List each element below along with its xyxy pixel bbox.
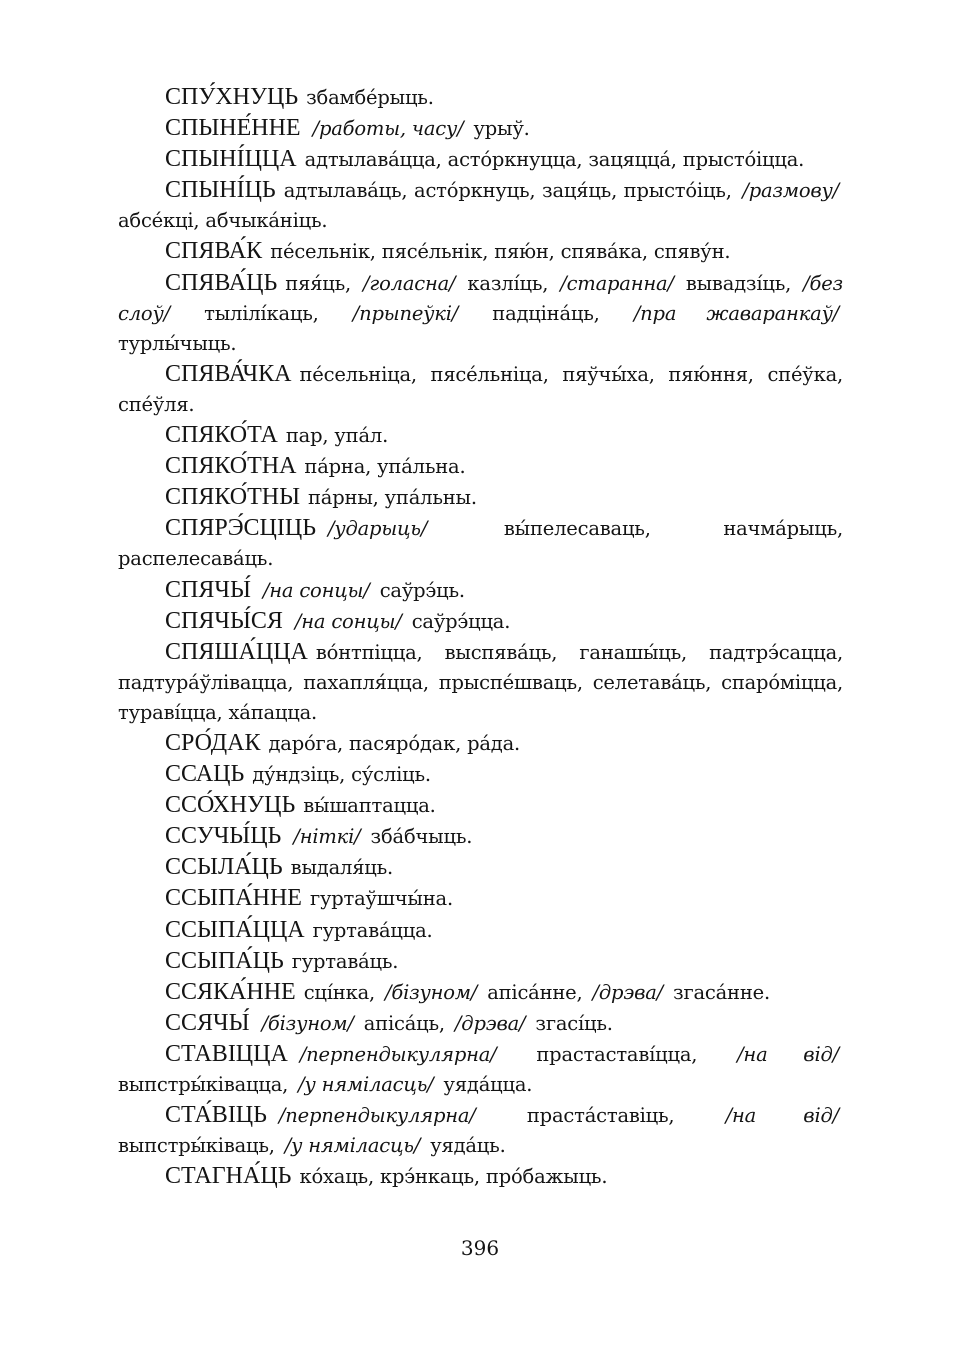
entry-headword: СПЯША́ЦЦА xyxy=(165,638,308,665)
entry-synonyms: вы́пелесаваць, начма́рыць, распелесава́ць. xyxy=(118,517,843,571)
entry-synonyms: адтылава́цца, асто́ркнуцца, зацяцца́, прысто́іцца. xyxy=(304,148,805,172)
dictionary-entry xyxy=(118,451,843,482)
dictionary-entry xyxy=(118,946,843,977)
dictionary-entry xyxy=(118,790,843,821)
entry-headword: СТА́ВІЦЬ xyxy=(165,1102,267,1129)
dictionary-entry xyxy=(118,359,843,420)
entry-usage-gloss: /бізуном/ xyxy=(261,1011,354,1035)
entry-headword: ССО́ХНУЦЬ xyxy=(165,792,296,819)
dictionary-entry xyxy=(118,113,843,144)
dictionary-entry xyxy=(118,513,843,574)
entry-usage-gloss: /пра жаваранкаў/ xyxy=(633,301,840,325)
entry-headword: ССАЦЬ xyxy=(165,761,245,788)
dictionary-entry xyxy=(118,1039,843,1100)
entry-headword: СПЫНІ́ЦЬ xyxy=(165,177,276,204)
entry-headword: СТАВІЦЦА xyxy=(165,1040,288,1067)
entry-usage-gloss: /перпендыкулярна/ xyxy=(278,1104,476,1128)
entry-synonyms: пе́сельніца, пясе́льніца, пяўчы́ха, пяю́ння, спе́ўка, спе́ўля. xyxy=(118,362,843,416)
entry-synonyms: апіса́ць, xyxy=(363,1011,445,1035)
entry-usage-gloss: /на сонцы/ xyxy=(262,578,370,602)
entry-headword: ССЫЛА́ЦЬ xyxy=(165,854,283,881)
entry-headword: СПЯКО́ТНЫ xyxy=(165,484,301,511)
entry-headword: СПЯВА́ЧКА xyxy=(165,360,292,387)
entry-headword: СПЯВА́ЦЬ xyxy=(165,269,278,296)
entry-synonyms: уяда́цца. xyxy=(443,1073,533,1096)
entry-usage-gloss: /перпендыкулярна/ xyxy=(299,1042,497,1066)
entry-synonyms: выдаля́ць. xyxy=(290,856,394,880)
entry-synonyms: вывадзі́ць, xyxy=(685,271,792,295)
entry-usage-gloss: /дрэва/ xyxy=(592,980,664,1004)
dictionary-entry xyxy=(118,1008,843,1039)
entry-usage-gloss: /старанна/ xyxy=(560,271,674,295)
entry-synonyms: во́нтпіцца, выспява́ць, ганашы́ць, падтрэ́сацца, падтура́ўлівацца, пахапля́цца, прыспе́шваць, селетава́ць, спаро́міцца, тураві́цца, ха́пацца. xyxy=(118,640,843,724)
entry-synonyms: збамбе́рыць. xyxy=(306,86,434,109)
entry-headword: СРО́ДАК xyxy=(165,729,261,756)
entry-usage-gloss: /ніткі/ xyxy=(293,825,361,849)
dictionary-entry xyxy=(118,236,843,267)
dictionary-entry xyxy=(118,1100,843,1161)
entry-synonyms: згаса́нне. xyxy=(673,980,770,1004)
entry-synonyms: турлы́чыць. xyxy=(118,331,237,355)
entry-synonyms: гуртаўшчы́на. xyxy=(309,887,453,911)
entry-headword: СТАГНА́ЦЬ xyxy=(165,1163,292,1190)
entry-headword: ССЫПА́ЦЦА xyxy=(165,916,305,943)
dictionary-entry xyxy=(118,82,843,113)
entry-usage-gloss: /работы, часу/ xyxy=(312,117,464,141)
entry-synonyms: па́рны, упа́льны. xyxy=(308,486,477,510)
dictionary-entry xyxy=(118,728,843,759)
entry-synonyms: вы́шаптацца. xyxy=(303,794,436,818)
entry-synonyms: па́рна, упа́льна. xyxy=(304,455,466,479)
entry-synonyms: уяда́ць. xyxy=(430,1134,506,1158)
entry-usage-gloss: /прыпеўкі/ xyxy=(352,301,459,325)
dictionary-entry xyxy=(118,606,843,637)
entry-headword: ССЯЧЫ́ xyxy=(165,1009,250,1036)
entry-headword: ССЫПА́ННЕ xyxy=(165,885,302,912)
entry-synonyms: саўрэ́цца. xyxy=(411,609,511,633)
entry-usage-gloss: /у няміласць/ xyxy=(284,1134,421,1158)
entry-usage-gloss: /голасна/ xyxy=(363,271,456,295)
entry-synonyms: прастаставі́цца, xyxy=(536,1042,698,1066)
dictionary-entry xyxy=(118,883,843,914)
entry-synonyms: пяя́ць, xyxy=(285,271,352,295)
entry-synonyms: апіса́нне, xyxy=(487,980,583,1004)
dictionary-entry xyxy=(118,420,843,451)
entry-headword: СПЯЧЫ́СЯ xyxy=(165,607,283,634)
dictionary-entry xyxy=(118,144,843,175)
dictionary-entry xyxy=(118,915,843,946)
entry-usage-gloss: /у няміласць/ xyxy=(298,1073,434,1096)
entry-headword: СПЫНІ́ЦЦА xyxy=(165,146,297,173)
entry-synonyms: даро́га, пасяро́дак, ра́да. xyxy=(268,731,521,755)
dictionary-entry xyxy=(118,637,843,728)
entry-synonyms: ду́ндзіць, су́сліць. xyxy=(252,763,431,787)
entry-headword: СПЯВА́К xyxy=(165,238,263,265)
entry-headword: СПЯКО́ТНА xyxy=(165,453,297,480)
entry-synonyms: праста́ставіць, xyxy=(526,1104,675,1128)
entry-synonyms: гуртава́ць. xyxy=(291,949,399,973)
entry-usage-gloss: /на сонцы/ xyxy=(294,609,402,633)
dictionary-entry xyxy=(118,852,843,883)
entry-synonyms: сці́нка, xyxy=(303,980,375,1004)
dictionary-entry xyxy=(118,268,843,359)
dictionary-entry xyxy=(118,821,843,852)
entry-usage-gloss: /размову/ xyxy=(742,179,839,203)
dictionary-entry xyxy=(118,977,843,1008)
entry-synonyms: выпстры́ківаць, xyxy=(118,1134,275,1158)
entry-usage-gloss: /бізуном/ xyxy=(385,980,478,1004)
entry-synonyms: тылілі́каць, xyxy=(204,301,319,325)
dictionary-entry xyxy=(118,175,843,236)
entry-synonyms: згасі́ць. xyxy=(535,1011,613,1035)
entry-headword: СПЯКО́ТА xyxy=(165,422,278,449)
page-number: 396 xyxy=(460,1236,500,1260)
entry-synonyms: выпстры́ківацца, xyxy=(118,1073,289,1096)
dictionary-entry xyxy=(118,759,843,790)
entry-headword: ССУЧЫ́ЦЬ xyxy=(165,823,282,850)
entry-usage-gloss: /на від/ xyxy=(737,1042,840,1066)
dictionary-page xyxy=(118,82,843,1192)
entry-usage-gloss: /ударыць/ xyxy=(327,517,428,541)
entry-headword: СПЫНЕ́ННЕ xyxy=(165,115,301,142)
entry-headword: СПУ́ХНУЦЬ xyxy=(165,84,299,110)
entry-synonyms: урыў. xyxy=(473,117,530,141)
dictionary-entry xyxy=(118,482,843,513)
entry-synonyms: казлі́ць, xyxy=(467,271,549,295)
entry-synonyms: саўрэ́ць. xyxy=(379,578,465,602)
entry-headword: СПЯРЭ́СЦІЦЬ xyxy=(165,515,316,542)
entry-headword: СПЯЧЫ́ xyxy=(165,576,251,603)
entry-usage-gloss: /дрэва/ xyxy=(454,1011,526,1035)
entry-usage-gloss: /на від/ xyxy=(725,1104,840,1128)
entry-synonyms: зба́бчыць. xyxy=(370,825,473,849)
entry-synonyms: ко́хаць, крэ́нкаць, про́бажыць. xyxy=(299,1165,608,1189)
entry-synonyms: пар, упа́л. xyxy=(285,424,389,448)
entry-synonyms: пе́сельнік, пясе́льнік, пяю́н, спява́ка, спяву́н. xyxy=(270,240,731,264)
entry-synonyms: падціна́ць, xyxy=(492,301,600,325)
entry-usage-gloss: /без слоў/ xyxy=(118,271,843,325)
dictionary-entry xyxy=(118,575,843,606)
entry-headword: ССЯКА́ННЕ xyxy=(165,978,296,1005)
dictionary-entry xyxy=(118,1161,843,1192)
entry-synonyms: гуртава́цца. xyxy=(312,918,433,942)
entry-headword: ССЫПА́ЦЬ xyxy=(165,947,284,974)
entry-synonyms: абсе́кці, абчыка́ніць. xyxy=(118,209,328,233)
entry-synonyms: адтылава́ць, асто́ркнуць, заця́ць, прысто́іць, xyxy=(283,179,732,203)
